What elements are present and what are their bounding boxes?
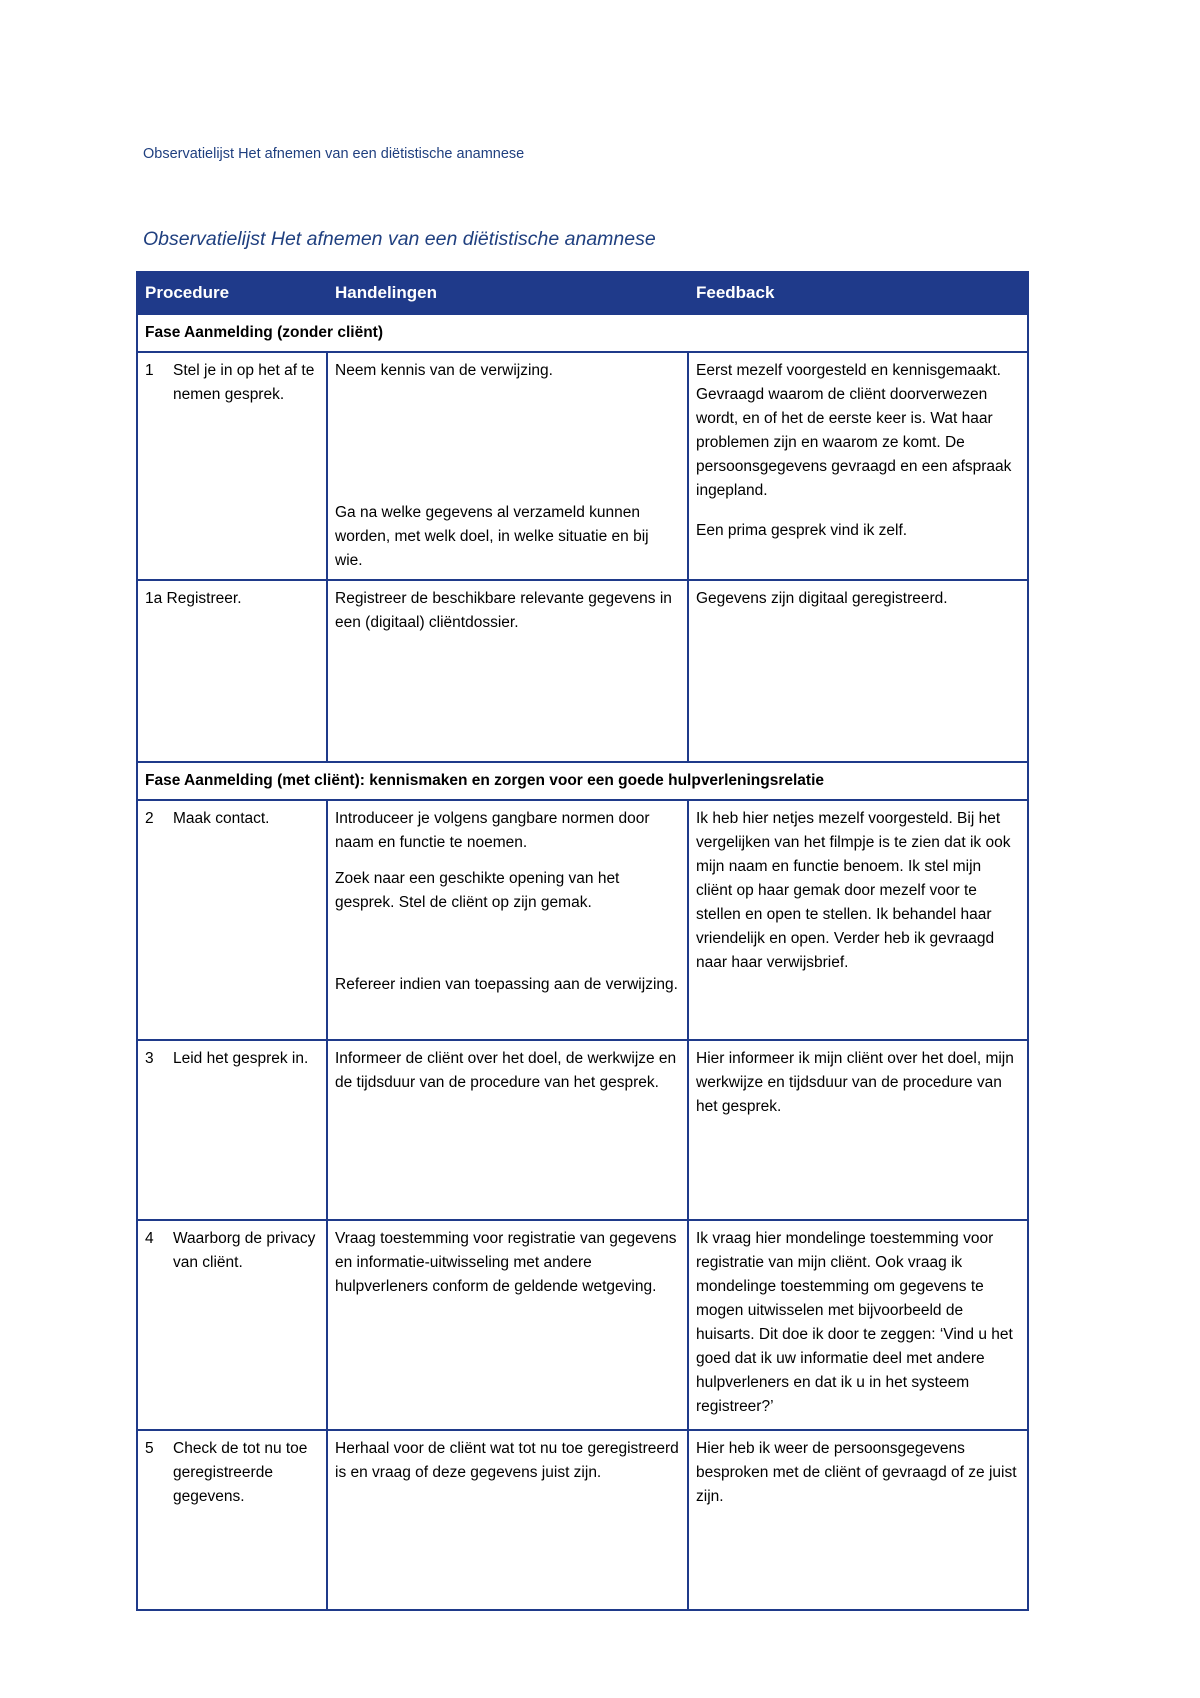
table-row (137, 1040, 1028, 1220)
procedure-text: Check de tot nu toe geregistreerde gegevens. (173, 1440, 308, 1505)
handeling-cell (327, 580, 688, 762)
step-number: 1 (145, 362, 154, 379)
procedure-cell (137, 1040, 327, 1220)
phase-label: Fase Aanmelding (zonder cliënt) (137, 314, 1028, 352)
handeling-text: Zoek naar een geschikte opening van het gesprek. Stel de cliënt op zijn gemak. (335, 870, 620, 911)
phase-row (137, 314, 1028, 352)
step-number: 5 (145, 1440, 154, 1457)
phase-row (137, 762, 1028, 800)
handeling-cell (327, 352, 688, 580)
handeling-text: Neem kennis van de verwijzing. (335, 362, 553, 379)
procedure-text: Leid het gesprek in. (173, 1050, 309, 1067)
feedback-text: Ik vraag hier mondelinge toestemming voor registratie van mijn cliënt. Ook vraag ik mondelinge toestemming om gegevens te mogen uitwisselen met bijvoorbeeld de huisarts. Dit doe ik door te zeggen: ‘Vind u het goed dat ik uw informatie deel met andere hulpverleners en dat ik u in het systeem registreer?’ (696, 1230, 1013, 1415)
handeling-cell (327, 800, 688, 1040)
feedback-text: Een prima gesprek vind ik zelf. (696, 522, 908, 539)
observation-table (136, 271, 1029, 1611)
handeling-text: Refereer indien van toepassing aan de verwijzing. (335, 976, 678, 993)
procedure-text: Waarborg de privacy van cliënt. (173, 1230, 316, 1271)
handeling-text: Registreer de beschikbare relevante gegevens in een (digitaal) cliëntdossier. (335, 590, 672, 631)
step-number: 3 (145, 1050, 154, 1067)
handeling-cell (327, 1220, 688, 1430)
procedure-cell (137, 800, 327, 1040)
handeling-text: Informeer de cliënt over het doel, de werkwijze en de tijdsduur van de procedure van het gesprek. (335, 1050, 677, 1091)
running-header: Observatielijst Het afnemen van een diëtistische anamnese (143, 146, 525, 162)
handeling-text: Herhaal voor de cliënt wat tot nu toe geregistreerd is en vraag of deze gegevens juist zijn. (335, 1440, 679, 1481)
feedback-cell (688, 580, 1028, 762)
step-number: 4 (145, 1230, 154, 1247)
document-title: Observatielijst Het afnemen van een diëtistische anamnese (143, 228, 656, 250)
handeling-cell (327, 1430, 688, 1610)
feedback-cell (688, 800, 1028, 1040)
feedback-text: Eerst mezelf voorgesteld en kennisgemaakt. Gevraagd waarom de cliënt doorverwezen wordt, en of het de eerste keer is. Wat haar problemen zijn en waarom ze komt. De persoonsgegevens gevraagd en een afspraak ingepland. (696, 362, 1012, 499)
step-number: 2 (145, 810, 154, 827)
table-row (137, 800, 1028, 1040)
feedback-text: Gegevens zijn digitaal geregistreerd. (696, 590, 948, 607)
table-row (137, 580, 1028, 762)
feedback-text: Ik heb hier netjes mezelf voorgesteld. Bij het vergelijken van het filmpje is te zien dat ik ook mijn naam en functie benoem. Ik stel mijn cliënt op haar gemak door mezelf voor te stellen en open te stellen. Ik behandel haar vriendelijk en open. Verder heb ik gevraagd naar haar verwijsbrief. (696, 810, 1011, 971)
table-header-row (137, 272, 1028, 314)
table-row (137, 352, 1028, 580)
feedback-cell (688, 352, 1028, 580)
phase-label: Fase Aanmelding (met cliënt): kennismaken en zorgen voor een goede hulpverleningsrelatie (137, 762, 1028, 800)
feedback-cell (688, 1040, 1028, 1220)
feedback-cell (688, 1220, 1028, 1430)
procedure-cell (137, 1430, 327, 1610)
column-header-feedback: Feedback (688, 272, 1028, 314)
column-header-procedure: Procedure (137, 272, 327, 314)
column-header-handelingen: Handelingen (327, 272, 688, 314)
table-row (137, 1430, 1028, 1610)
procedure-cell (137, 352, 327, 580)
handeling-text: Ga na welke gegevens al verzameld kunnen worden, met welk doel, in welke situatie en bij wie. (335, 504, 649, 569)
handeling-cell (327, 1040, 688, 1220)
table-row (137, 1220, 1028, 1430)
handeling-text: Introduceer je volgens gangbare normen door naam en functie te noemen. (335, 810, 650, 851)
feedback-cell (688, 1430, 1028, 1610)
procedure-cell (137, 1220, 327, 1430)
handeling-text: Vraag toestemming voor registratie van gegevens en informatie-uitwisseling met andere hulpverleners conform de geldende wetgeving. (335, 1230, 677, 1295)
procedure-text: Maak contact. (173, 810, 270, 827)
feedback-text: Hier heb ik weer de persoonsgegevens besproken met de cliënt of gevraagd of ze juist zijn. (696, 1440, 1017, 1505)
procedure-text: Stel je in op het af te nemen gesprek. (173, 362, 315, 403)
procedure-cell (137, 580, 327, 762)
feedback-text: Hier informeer ik mijn cliënt over het doel, mijn werkwijze en tijdsduur van de procedure van het gesprek. (696, 1050, 1014, 1115)
procedure-text: 1a Registreer. (145, 590, 242, 607)
